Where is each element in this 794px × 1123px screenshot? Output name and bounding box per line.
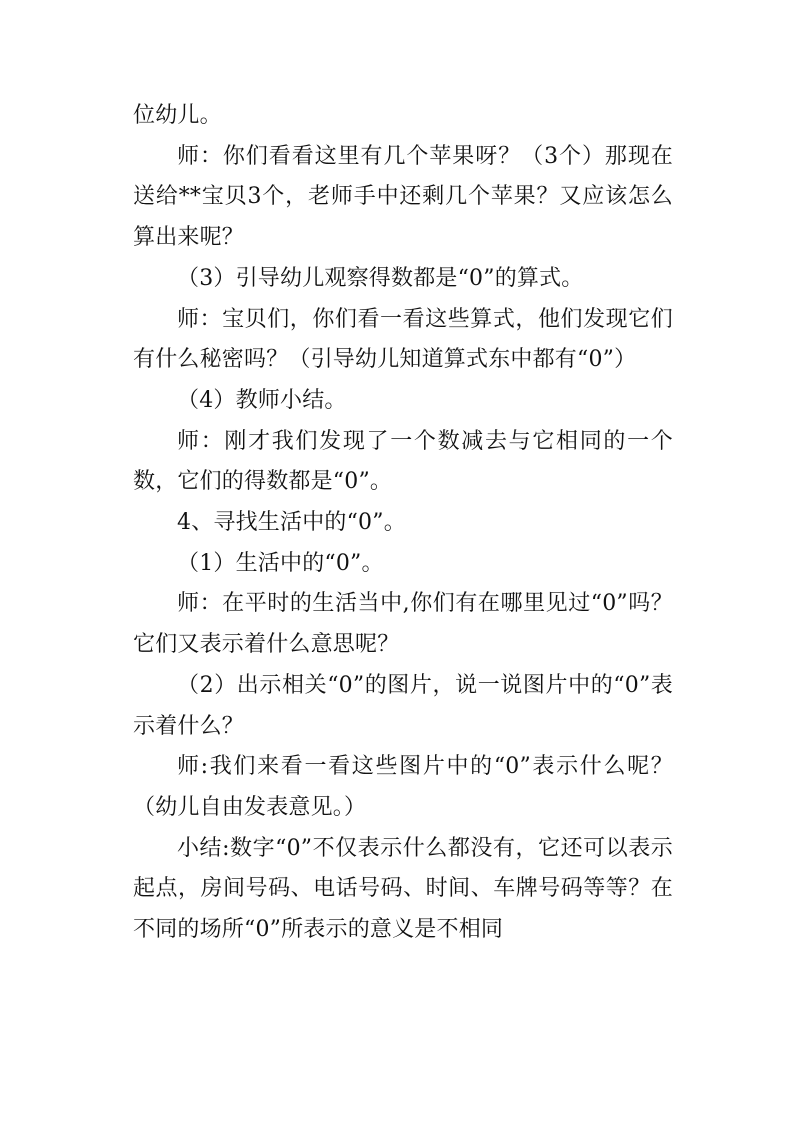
paragraph-teacher-life-question: 师：在平时的生活当中,你们有在哪里见过“0”吗？它们又表示着什么意思呢？ (133, 591, 673, 658)
paragraph-subsection-2: （2）出示相关“0”的图片，说一说图片中的“0”表示着什么？ (133, 672, 673, 739)
paragraph-step-4: （4）教师小结。 (177, 387, 347, 413)
document-body (133, 96, 673, 951)
paragraph-teacher-pictures: 师:我们来看一看这些图片中的“0”表示什么呢？（幼儿自由发表意见。） (133, 754, 673, 820)
paragraph-summary: 小结:数字“0”不仅表示什么都没有，它还可以表示起点，房间号码、电话号码、时间、车牌号码等等？在不同的场所“0”所表示的意义是不相同 (133, 835, 673, 943)
paragraph-section-4: 4、寻找生活中的“0”。 (177, 510, 406, 536)
paragraph-continuation: 位幼儿。 (133, 103, 222, 128)
paragraph-subsection-1: （1）生活中的“0”。 (177, 550, 384, 576)
paragraph-teacher-summary: 师：刚才我们发现了一个数减去与它相同的一个数，它们的得数都是“0”。 (133, 428, 673, 495)
paragraph-teacher-secret: 师：宝贝们，你们看一看这些算式，他们发现它们有什么秘密吗？（引导幼儿知道算式东中都有“0”） (133, 306, 673, 373)
paragraph-step-3: （3）引导幼儿观察得数都是“0”的算式。 (177, 265, 584, 291)
paragraph-teacher-question-apples: 师：你们看看这里有几个苹果呀？（3个）那现在送给**宝贝3个，老师手中还剩几个苹果？又应该怎么算出来呢？ (133, 143, 673, 251)
